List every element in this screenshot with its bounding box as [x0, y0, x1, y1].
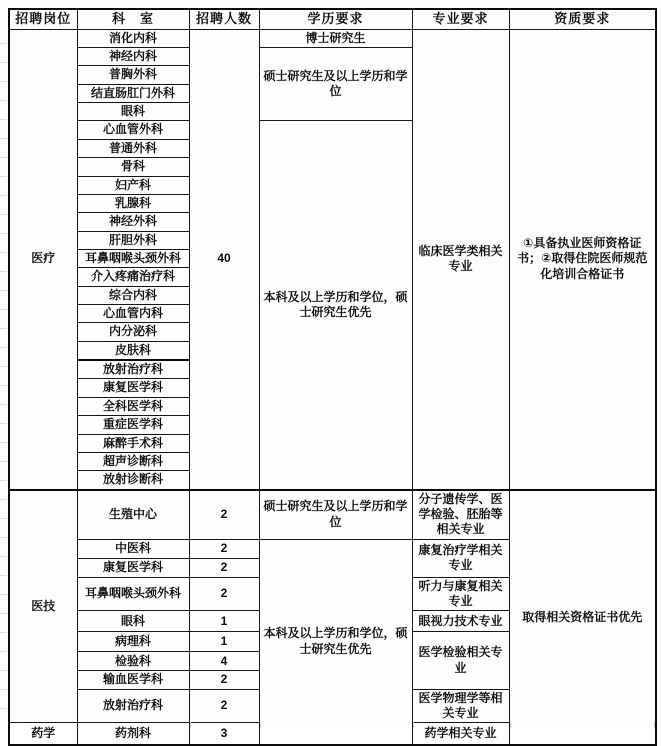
department-cell: 乳腺科 — [77, 194, 189, 212]
headcount-medical: 40 — [189, 29, 259, 489]
position-group-medtech: 医技 — [9, 490, 77, 723]
major-cell: 医学物理学等相关专业 — [412, 689, 509, 723]
column-header-headcount: 招聘人数 — [189, 9, 259, 29]
department-cell: 肝胆外科 — [77, 231, 189, 249]
department-cell: 消化内科 — [77, 29, 189, 47]
department-cell: 全科医学科 — [77, 397, 189, 415]
headcount-cell: 2 — [189, 490, 259, 540]
department-cell: 康复医学科 — [77, 379, 189, 397]
department-cell: 皮肤科 — [77, 341, 189, 360]
department-cell: 眼科 — [77, 103, 189, 121]
department-cell: 耳鼻咽喉头颈外科 — [77, 577, 189, 611]
headcount-cell: 3 — [189, 723, 259, 745]
table-row — [9, 490, 656, 540]
department-cell: 心血管外科 — [77, 121, 189, 139]
headcount-cell: 1 — [189, 611, 259, 632]
department-cell: 眼科 — [77, 611, 189, 632]
department-cell: 放射诊断科 — [77, 471, 189, 490]
department-cell: 内分泌科 — [77, 323, 189, 341]
column-header-department: 科 室 — [77, 9, 189, 29]
recruitment-table — [8, 8, 657, 746]
headcount-cell: 2 — [189, 558, 259, 577]
position-group-pharmacy: 药学 — [9, 723, 77, 745]
department-cell: 心血管内科 — [77, 305, 189, 323]
major-cell: 医学检验相关专业 — [412, 632, 509, 689]
department-cell: 介入疼痛治疗科 — [77, 268, 189, 286]
header-row — [9, 9, 656, 29]
table-row — [9, 29, 656, 47]
major-cell: 康复治疗学相关专业 — [412, 539, 509, 577]
education-master-cell-medical: 硕士研究生及以上学历和学位 — [259, 47, 412, 120]
department-cell: 超声诊断科 — [77, 452, 189, 470]
department-cell: 重症医学科 — [77, 416, 189, 434]
major-cell: 听力与康复相关专业 — [412, 577, 509, 611]
department-cell: 骨科 — [77, 158, 189, 176]
column-header-education: 学历要求 — [259, 9, 412, 29]
spreadsheet-gridlines-left — [0, 25, 7, 721]
education-doctor-cell: 博士研究生 — [259, 29, 412, 47]
department-cell: 耳鼻咽喉头颈外科 — [77, 249, 189, 267]
major-cell: 眼视力技术专业 — [412, 611, 509, 632]
headcount-cell: 2 — [189, 577, 259, 611]
headcount-cell: 2 — [189, 539, 259, 558]
headcount-cell: 2 — [189, 671, 259, 689]
column-header-qualification: 资质要求 — [509, 9, 656, 29]
department-cell: 生殖中心 — [77, 490, 189, 540]
department-cell: 检验科 — [77, 652, 189, 671]
department-cell: 麻醉手术科 — [77, 434, 189, 452]
headcount-cell: 2 — [189, 689, 259, 723]
department-cell: 普胸外科 — [77, 66, 189, 84]
qualification-medical-cell: ①具备执业医师资格证书；②取得住院医师规范化培训合格证书 — [509, 29, 656, 489]
department-cell: 普通外科 — [77, 139, 189, 157]
column-header-major: 专业要求 — [412, 9, 509, 29]
major-medical-cell: 临床医学类相关专业 — [412, 29, 509, 489]
department-cell: 神经外科 — [77, 213, 189, 231]
column-header-position: 招聘岗位 — [9, 9, 77, 29]
education-master-cell-medtech: 硕士研究生及以上学历和学位 — [259, 490, 412, 540]
department-cell: 神经内科 — [77, 47, 189, 65]
position-group-medical: 医疗 — [9, 29, 77, 489]
qualification-medtech-cell: 取得相关资格证书优先 — [509, 490, 656, 745]
department-cell: 放射治疗科 — [77, 360, 189, 379]
department-cell: 综合内科 — [77, 286, 189, 304]
department-cell: 结直肠肛门外科 — [77, 84, 189, 102]
department-cell: 药剂科 — [77, 723, 189, 745]
major-cell: 药学相关专业 — [412, 723, 509, 745]
headcount-cell: 4 — [189, 652, 259, 671]
department-cell: 康复医学科 — [77, 558, 189, 577]
education-bachelor-cell-medical: 本科及以上学历和学位，硕士研究生优先 — [259, 121, 412, 490]
department-cell: 中医科 — [77, 539, 189, 558]
spreadsheet-gridlines-bottom — [0, 722, 661, 728]
department-cell: 输血医学科 — [77, 671, 189, 689]
department-cell: 病理科 — [77, 632, 189, 652]
department-cell: 妇产科 — [77, 176, 189, 194]
department-cell: 放射治疗科 — [77, 689, 189, 723]
headcount-cell: 1 — [189, 632, 259, 652]
education-bachelor-cell-medtech: 本科及以上学历和学位，硕士研究生优先 — [259, 539, 412, 745]
major-cell: 分子遗传学、医学检验、胚胎等相关专业 — [412, 490, 509, 540]
